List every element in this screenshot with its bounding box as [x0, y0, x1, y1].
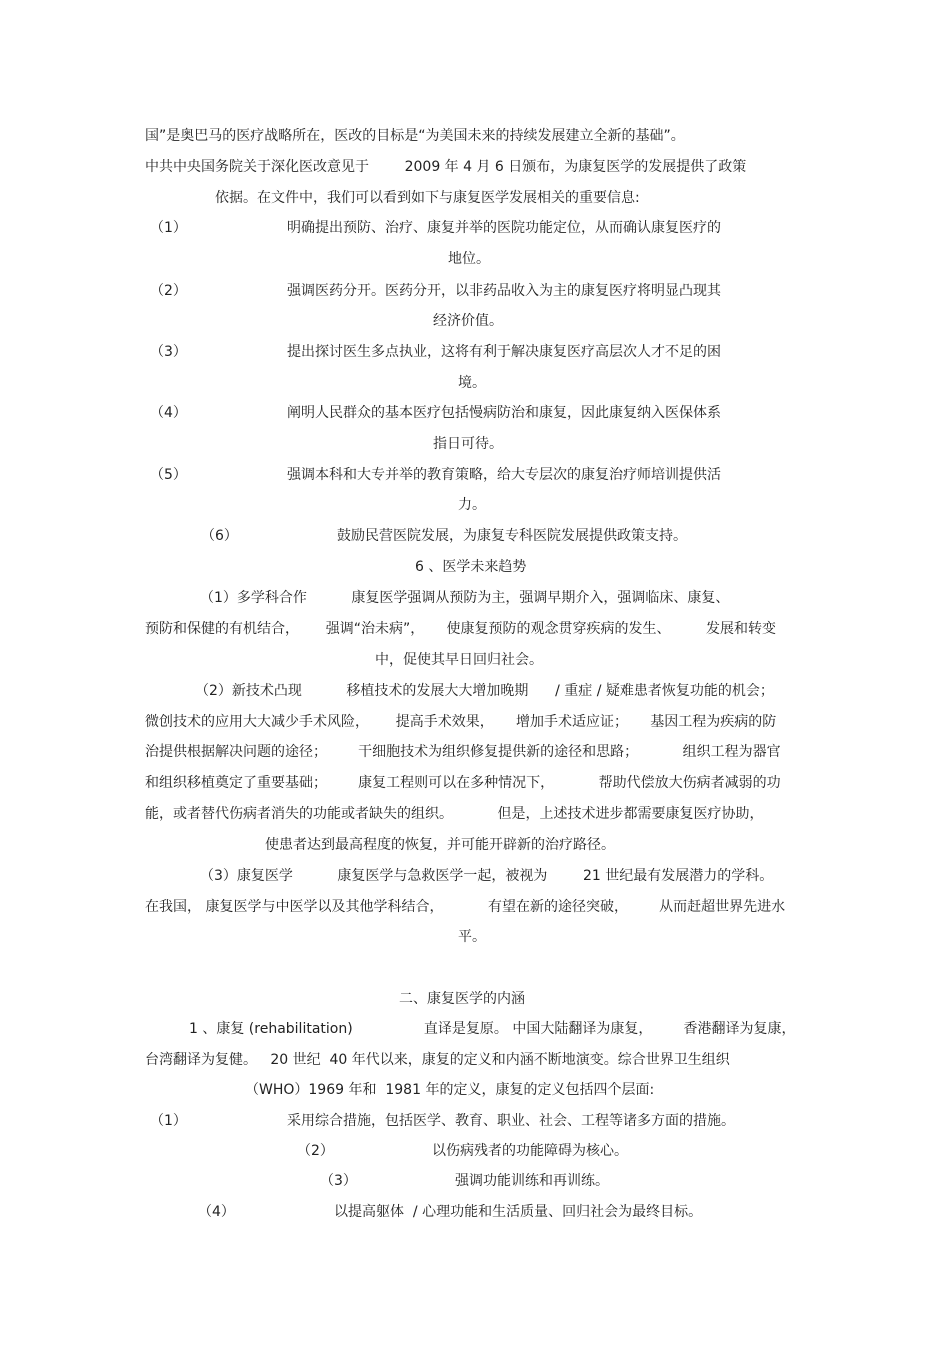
text-line: 使患者达到最高程度的恢复，并可能开辟新的治疗路径。 [265, 837, 615, 853]
text-line: 能，或者替代伤病者消失的功能或者缺失的组织。 但是，上述技术进步都需要康复医疗协助， [145, 806, 764, 822]
list-marker: （4） [150, 405, 187, 421]
text-line: （2）新技术凸现 移植技术的发展大大增加晚期 / 重症 / 疑难患者恢复功能的机会； [195, 683, 774, 699]
text-line: 台湾翻译为复健。 20 世纪 40 年代以来，康复的定义和内涵不断地演变。综合世界卫生组织 [145, 1052, 730, 1068]
text-line: 强调医药分开。医药分开，以非药品收入为主的康复医疗将明显凸现其 [287, 283, 721, 299]
text-line: 境。 [458, 375, 486, 391]
text-line: （3）康复医学 康复医学与急救医学一起，被视为 21 世纪最有发展潜力的学科。 [200, 868, 774, 884]
text-line: 中共中央国务院关于深化医改意见于 2009 年 4 月 6 日颁布，为康复医学的发展提供了政策 [145, 159, 747, 175]
text-line: 明确提出预防、治疗、康复并举的医院功能定位，从而确认康复医疗的 [287, 220, 721, 236]
text-line: 提出探讨医生多点执业，这将有利于解决康复医疗高层次人才不足的困 [287, 344, 721, 360]
list-marker: （2） [297, 1143, 334, 1159]
list-marker: （6） [201, 528, 238, 544]
text-line: 微创技术的应用大大减少手术风险， 提高手术效果， 增加手术适应证； 基因工程为疾病的防 [145, 714, 777, 730]
text-line: （1）多学科合作 康复医学强调从预防为主，强调早期介入，强调临床、康复、 [200, 590, 730, 606]
section-heading: 二、康复医学的内涵 [399, 991, 525, 1007]
list-marker: （3） [150, 344, 187, 360]
list-marker: （1） [150, 1113, 187, 1129]
list-marker: （4） [198, 1204, 235, 1220]
list-marker: （5） [150, 467, 187, 483]
text-line: 中，促使其早日回归社会。 [375, 652, 543, 668]
text-line: 经济价值。 [433, 313, 503, 329]
text-line: 依据。在文件中，我们可以看到如下与康复医学发展相关的重要信息: [215, 190, 640, 206]
text-line: 采用综合措施，包括医学、教育、职业、社会、工程等诸多方面的措施。 [287, 1113, 735, 1129]
text-line: 国”是奥巴马的医疗战略所在，医改的目标是“为美国未来的持续发展建立全新的基础”。 [145, 128, 685, 144]
text-line: 预防和保健的有机结合， 强调“治未病”， 使康复预防的观念贯穿疾病的发生、 发展和转变 [145, 621, 777, 637]
text-line: 强调功能训练和再训练。 [455, 1173, 609, 1189]
list-marker: （1） [150, 220, 187, 236]
text-line: 在我国， 康复医学与中医学以及其他学科结合， 有望在新的途径突破， 从而赶超世界先进水 [145, 899, 786, 915]
text-line: 阐明人民群众的基本医疗包括慢病防治和康复，因此康复纳入医保体系 [287, 405, 721, 421]
list-marker: （3） [320, 1173, 357, 1189]
text-line: 以提高躯体 / 心理功能和生活质量、回归社会为最终目标。 [334, 1204, 703, 1220]
text-line: 1 、康复 (rehabilitation) 直译是复原。 中国大陆翻译为康复， 香港翻译为复康， [189, 1021, 796, 1037]
list-marker: （2） [150, 283, 187, 299]
text-line: 平。 [458, 929, 486, 945]
text-line: 鼓励民营医院发展，为康复专科医院发展提供政策支持。 [337, 528, 687, 544]
text-line: 力。 [458, 497, 486, 513]
section-heading: 6 、医学未来趋势 [415, 559, 527, 575]
text-line: 和组织移植奠定了重要基础； 康复工程则可以在多种情况下， 帮助代偿放大伤病者减弱的功 [145, 775, 781, 791]
text-line: 以伤病残者的功能障碍为核心。 [432, 1143, 628, 1159]
text-line: 地位。 [448, 251, 490, 267]
text-line: （WHO）1969 年和 1981 年的定义，康复的定义包括四个层面: [245, 1082, 655, 1098]
text-line: 强调本科和大专并举的教育策略，给大专层次的康复治疗师培训提供活 [287, 467, 721, 483]
text-line: 治提供根据解决问题的途径； 干细胞技术为组织修复提供新的途径和思路； 组织工程为器官 [145, 744, 781, 760]
text-line: 指日可待。 [433, 436, 503, 452]
